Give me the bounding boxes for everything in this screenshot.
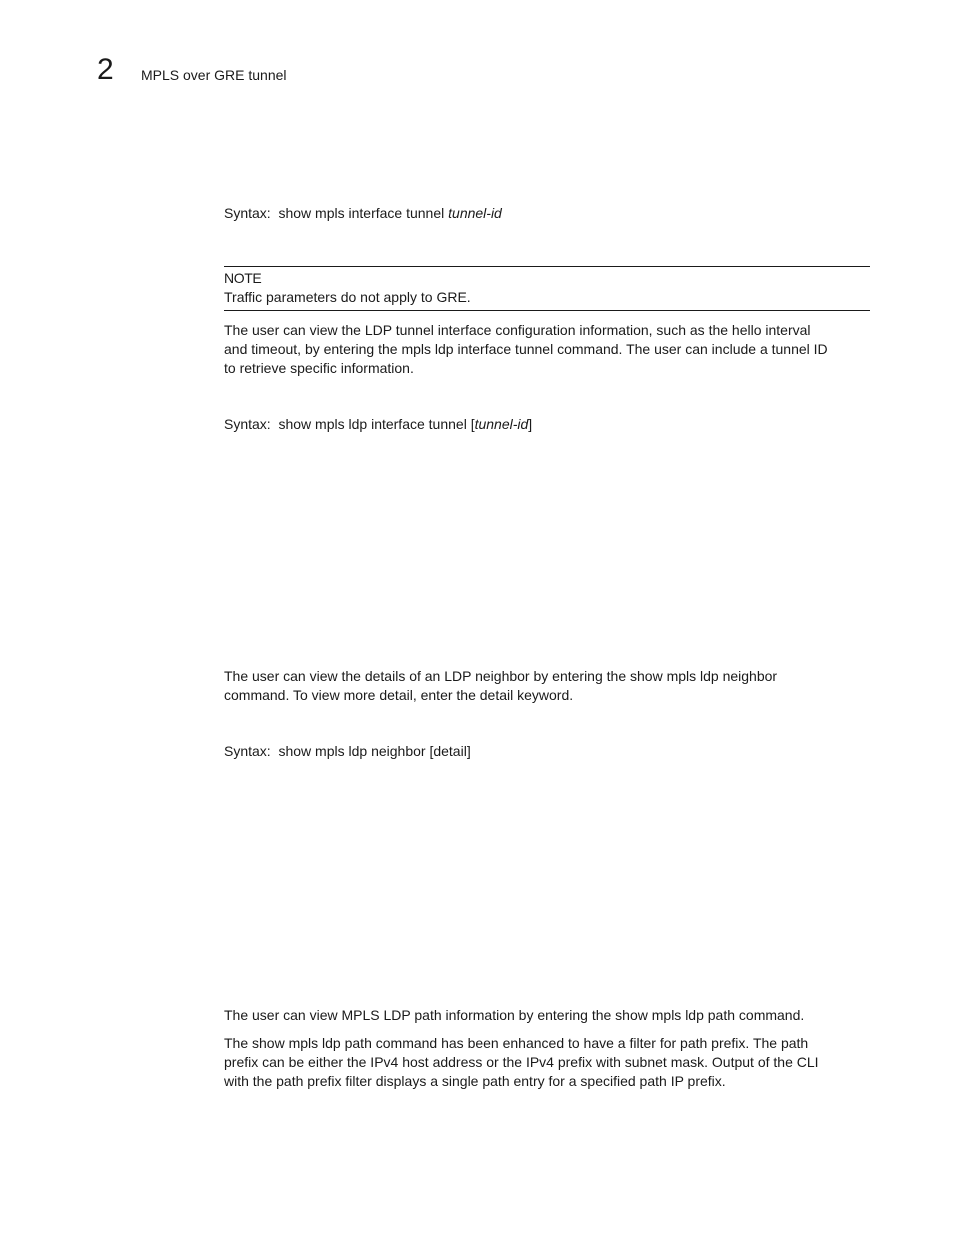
syntax-label: Syntax: [224, 743, 271, 759]
paragraph-ldp-tunnel-interface [224, 321, 870, 378]
paragraph-line: prefix can be either the IPv4 host address or the IPv4 prefix with subnet mask. Output of the CLI [224, 1054, 819, 1070]
paragraph-line: with the path prefix filter displays a single path entry for a specified path IP prefix. [224, 1073, 726, 1089]
paragraph-ldp-path-prefix-filter [224, 1034, 870, 1091]
paragraph-line: The show mpls ldp path command has been enhanced to have a filter for path prefix. The path [224, 1035, 809, 1051]
paragraph-line: The user can view the LDP tunnel interface configuration information, such as the hello interval [224, 322, 811, 338]
paragraph-line: and timeout, by entering the mpls ldp interface tunnel command. The user can include a tunnel ID [224, 341, 828, 357]
paragraph-line: The user can view the details of an LDP neighbor by entering the show mpls ldp neighbor [224, 668, 778, 684]
syntax-command: show mpls interface tunnel [278, 205, 445, 221]
syntax-show-mpls-interface-tunnel [224, 204, 870, 223]
syntax-command-suffix: ] [528, 416, 533, 432]
paragraph-ldp-path [224, 1006, 870, 1025]
syntax-command: show mpls ldp interface tunnel [ [278, 416, 475, 432]
paragraph-line: The user can view MPLS LDP path information by entering the show mpls ldp path command. [224, 1007, 805, 1023]
chapter-number: 2 [97, 53, 114, 86]
paragraph-ldp-neighbor [224, 667, 870, 705]
syntax-label: Syntax: [224, 416, 271, 432]
running-header-title: MPLS over GRE tunnel [141, 67, 287, 83]
note-box [224, 266, 870, 311]
note-label: NOTE [224, 270, 262, 286]
syntax-show-mpls-ldp-neighbor [224, 742, 870, 761]
syntax-argument: tunnel-id [474, 416, 529, 432]
syntax-argument: tunnel-id [448, 205, 502, 221]
syntax-label: Syntax: [224, 205, 271, 221]
syntax-show-mpls-ldp-interface-tunnel [224, 415, 870, 434]
syntax-command: show mpls ldp neighbor [detail] [278, 743, 471, 759]
note-text: Traffic parameters do not apply to GRE. [224, 289, 471, 305]
paragraph-line: to retrieve specific information. [224, 360, 414, 376]
paragraph-line: command. To view more detail, enter the detail keyword. [224, 687, 574, 703]
